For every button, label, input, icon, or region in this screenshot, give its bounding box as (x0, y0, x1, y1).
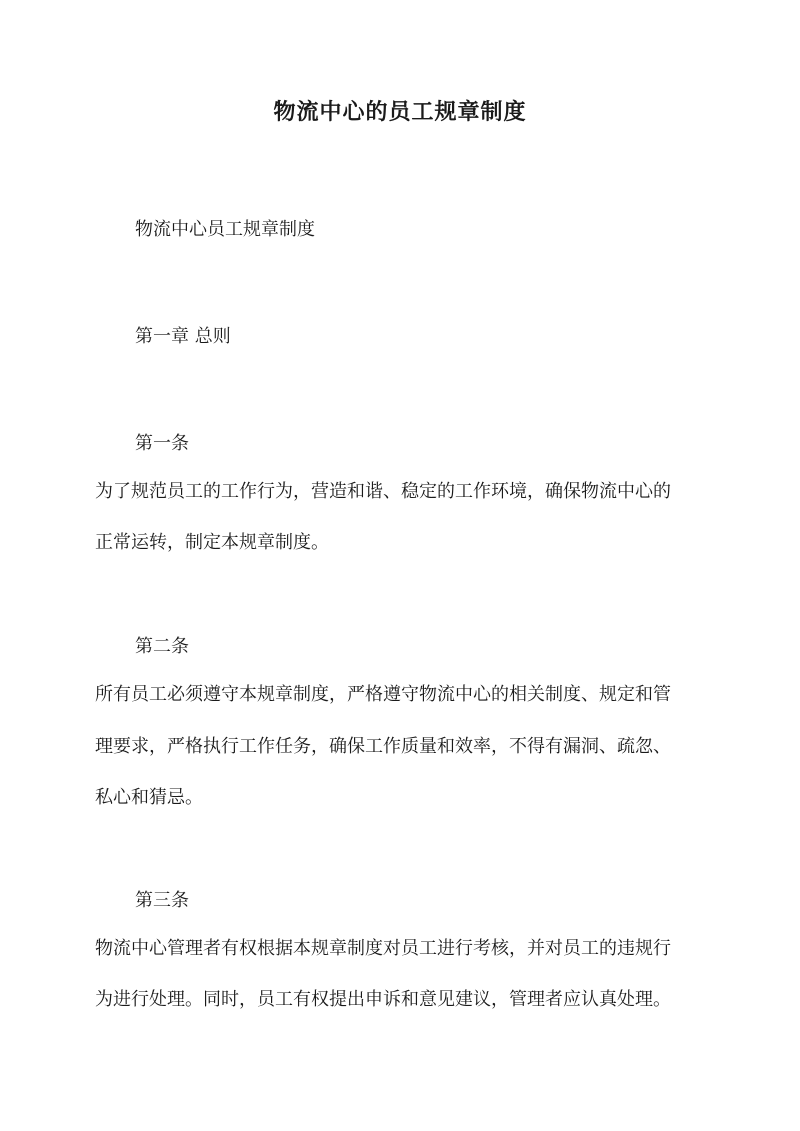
article-3-heading: 第三条 (135, 890, 189, 911)
article-1-line-2: 正常运转，制定本规章制度。 (95, 532, 329, 553)
article-1-line-1: 为了规范员工的工作行为，营造和谐、稳定的工作环境，确保物流中心的 (95, 481, 671, 502)
article-2-line-3: 私心和猜忌。 (95, 787, 203, 808)
article-2-line-2: 理要求，严格执行工作任务，确保工作质量和效率，不得有漏洞、疏忽、 (95, 736, 671, 757)
article-2-line-1: 所有员工必须遵守本规章制度，严格遵守物流中心的相关制度、规定和管 (95, 684, 671, 705)
article-3-line-2: 为进行处理。同时，员工有权提出申诉和意见建议，管理者应认真处理。 (95, 989, 671, 1010)
chapter-heading: 第一章 总则 (135, 326, 231, 347)
document-subtitle: 物流中心员工规章制度 (135, 219, 315, 240)
document-title: 物流中心的员工规章制度 (273, 99, 527, 125)
article-2-heading: 第二条 (135, 636, 189, 657)
article-1-heading: 第一条 (135, 433, 189, 454)
article-3-line-1: 物流中心管理者有权根据本规章制度对员工进行考核，并对员工的违规行 (95, 938, 671, 959)
